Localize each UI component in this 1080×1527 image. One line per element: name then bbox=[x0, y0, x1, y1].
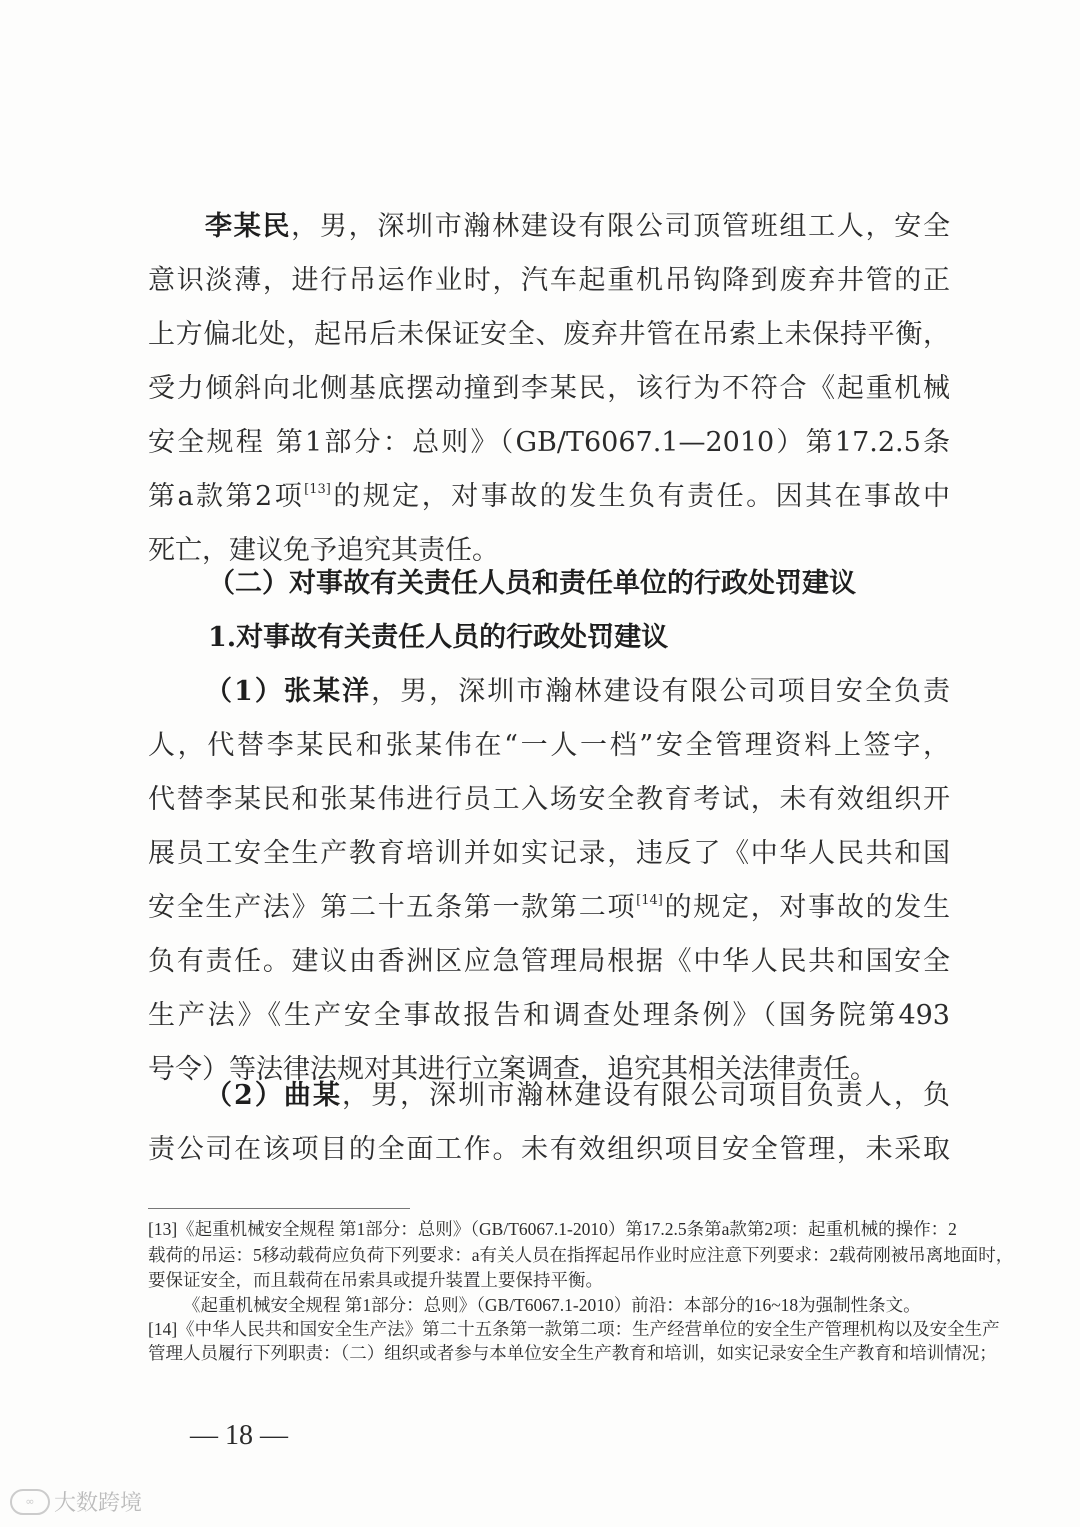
line-text: 号令）等法律法规对其进行立案调查，追究其相关法律责任。 bbox=[148, 1054, 877, 1085]
line-text: 意识淡薄，进行吊运作业时，汽车起重机吊钩降到废弃井管的正 bbox=[148, 265, 950, 296]
watermark-logo-icon: ∞ bbox=[10, 1489, 50, 1515]
paragraph-line bbox=[148, 888, 950, 928]
line-text: 的规定，对事故的发生负有责任。因其在事故中 bbox=[330, 481, 950, 512]
line-text: 负有责任。建议由香洲区应急管理局根据《中华人民共和国安全 bbox=[148, 946, 950, 977]
footnote-line: 《起重机械安全规程 第1部分：总则》（GB/T6067.1-2010）前沿：本部分的16~18为强制性条文。 bbox=[183, 1295, 921, 1315]
footnote-line: [14]《中华人民共和国安全生产法》第二十五条第一款第二项：生产经营单位的安全生产管理机构以及安全生产 bbox=[148, 1319, 1000, 1339]
paragraph-line bbox=[148, 423, 950, 463]
page-number: — 18 — bbox=[190, 1420, 288, 1451]
section-heading: （二）对事故有关责任人员和责任单位的行政处罚建议 bbox=[208, 568, 856, 599]
line-text: 安全生产法》第二十五条第一款第二项 bbox=[148, 892, 637, 923]
paragraph-line bbox=[148, 780, 950, 820]
paragraph-line bbox=[148, 726, 950, 766]
paragraph-line bbox=[148, 942, 950, 982]
paragraph-line bbox=[148, 369, 950, 409]
footnote-line: [13]《起重机械安全规程 第1部分：总则》（GB/T6067.1-2010）第17.2.5条第a款第2项：起重机械的操作：2 bbox=[148, 1219, 957, 1239]
paragraph-line bbox=[205, 1076, 950, 1116]
paragraph-line bbox=[148, 996, 950, 1036]
footnote-ref: [14] bbox=[636, 893, 663, 908]
line-text: 的规定，对事故的发生 bbox=[662, 892, 951, 923]
line-text: ，男，深圳市瀚林建设有限公司顶管班组工人，安全 bbox=[291, 211, 951, 242]
person-name: （1）张某洋 bbox=[205, 676, 372, 707]
paragraph-line bbox=[148, 531, 950, 571]
watermark bbox=[10, 1486, 142, 1517]
line-text: 上方偏北处，起吊后未保证安全、废弃井管在吊索上未保持平衡， bbox=[148, 319, 950, 350]
line-text: ，男，深圳市瀚林建设有限公司项目负责人，负 bbox=[342, 1080, 950, 1111]
watermark-text: 大数跨境 bbox=[54, 1491, 143, 1516]
line-text: 责公司在该项目的全面工作。未有效组织项目安全管理，未采取 bbox=[148, 1134, 950, 1165]
paragraph-line bbox=[205, 207, 950, 247]
paragraph-line bbox=[148, 834, 950, 874]
line-text: 展员工安全生产教育培训并如实记录，违反了《中华人民共和国 bbox=[148, 838, 950, 869]
paragraph-line bbox=[205, 672, 950, 712]
paragraph-line bbox=[148, 261, 950, 301]
line-text: 受力倾斜向北侧基底摆动撞到李某民，该行为不符合《起重机械 bbox=[148, 373, 950, 404]
line-text: 代替李某民和张某伟进行员工入场安全教育考试，未有效组织开 bbox=[148, 784, 950, 815]
person-name: 李某民 bbox=[205, 211, 292, 242]
subsection-heading: 1.对事故有关责任人员的行政处罚建议 bbox=[208, 622, 669, 653]
line-text: 第a款第2项 bbox=[148, 481, 305, 512]
footnote-line: 管理人员履行下列职责：（二）组织或者参与本单位安全生产教育和培训，如实记录安全生产教育和培训情况； bbox=[148, 1343, 997, 1363]
paragraph-line bbox=[148, 1130, 950, 1170]
line-text: 安全规程 第1部分：总则》（GB/T6067.1—2010）第17.2.5条 bbox=[148, 427, 950, 458]
line-text: 死亡，建议免予追究其责任。 bbox=[148, 535, 499, 566]
line-text: 人，代替李某民和张某伟在“一人一档”安全管理资料上签字， bbox=[148, 730, 950, 761]
line-text: 生产法》《生产安全事故报告和调查处理条例》（国务院第493 bbox=[148, 1000, 950, 1031]
line-text: ，男，深圳市瀚林建设有限公司项目安全负责 bbox=[371, 676, 950, 707]
footnote-line: 要保证安全，而且载荷在吊索具或提升装置上要保持平衡。 bbox=[148, 1270, 603, 1290]
paragraph-line bbox=[148, 477, 950, 517]
paragraph-line bbox=[148, 315, 950, 355]
person-name: （2）曲某 bbox=[205, 1080, 343, 1111]
footnote-line: 载荷的吊运：5移动载荷应负荷下列要求：a有关人员在指挥起吊作业时应注意下列要求：2载荷刚被吊离地面时， bbox=[148, 1245, 1014, 1265]
footnote-divider bbox=[148, 1208, 410, 1209]
footnote-ref: [13] bbox=[304, 482, 331, 497]
